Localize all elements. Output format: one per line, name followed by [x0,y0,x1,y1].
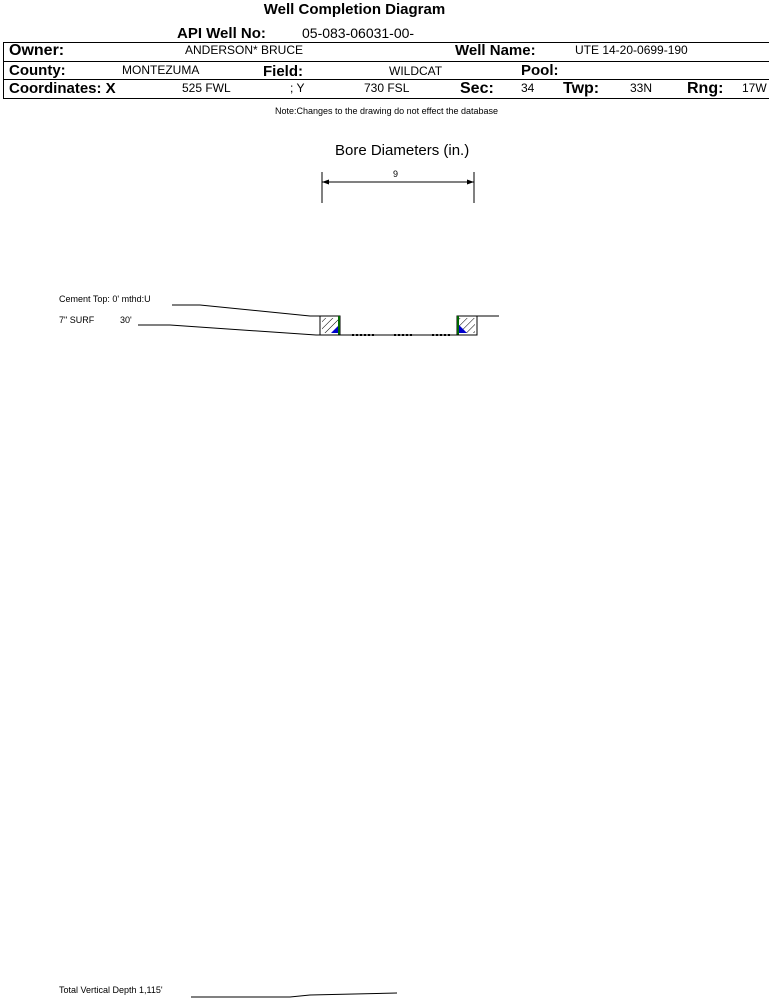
bore-diameters-title: Bore Diameters (in.) [335,142,470,159]
well-name-label: Well Name: [455,42,536,59]
right-casing-cement [457,316,477,335]
rng-value: 17W [742,81,767,95]
sec-label: Sec: [460,80,494,97]
bore-dimension-line [322,172,474,203]
owner-value: ANDERSON* BRUCE [185,43,304,57]
county-label: County: [9,62,66,79]
coordinates-y-label: ; Y [290,81,305,95]
api-well-label: API Well No: [177,25,266,42]
bore-diameter-value: 9 [393,169,399,179]
diagram-title: Well Completion Diagram [263,1,446,18]
coordinates-x-value: 525 FWL [182,81,231,95]
owner-label: Owner: [9,42,65,59]
twp-label: Twp: [563,80,600,97]
well-name-value: UTE 14-20-0699-190 [575,43,688,57]
rng-label: Rng: [687,80,724,97]
casing-depth-label: 30' [120,315,132,325]
total-depth-leader [191,993,397,997]
total-depth-label: Total Vertical Depth 1,115' [59,985,163,995]
casing-depth-leader [138,325,320,335]
pool-label: Pool: [521,62,559,79]
coordinates-y-value: 730 FSL [364,81,410,95]
field-label: Field: [263,63,303,80]
cement-top-label: Cement Top: 0' mthd:U [59,294,151,304]
sec-value: 34 [521,81,535,95]
api-well-value: 05-083-06031-00- [302,25,415,41]
cement-top-leader [172,305,320,316]
database-note: Note:Changes to the drawing do not effect the database [275,106,498,116]
casing-label: 7" SURF [59,315,95,325]
county-value: MONTEZUMA [122,63,200,77]
field-value: WILDCAT [389,64,443,78]
twp-value: 33N [630,81,653,95]
coordinates-x-label: Coordinates: X [9,80,116,97]
left-casing-cement [320,316,340,335]
